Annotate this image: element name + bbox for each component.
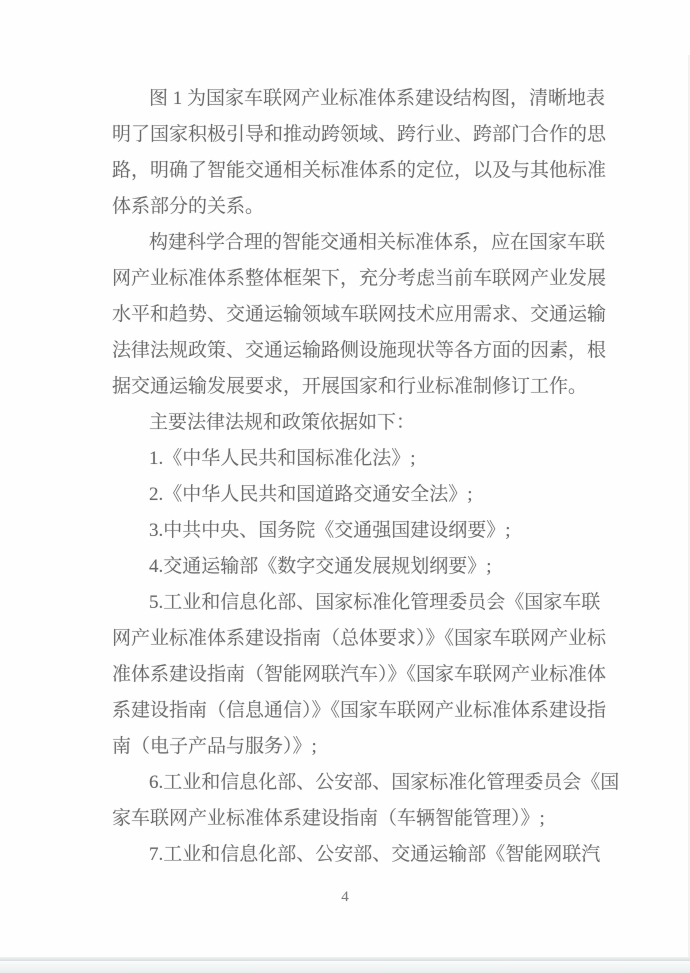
text-line: 图 1 为国家车联网产业标准体系建设结构图，清晰地表 <box>149 88 606 109</box>
text-line: 南（电子产品与服务）》; <box>112 736 317 757</box>
text-line: 体系部分的关系。 <box>112 196 265 217</box>
text-line: 据交通运输发展要求，开展国家和行业标准制修订工作。 <box>112 376 588 397</box>
body-text <box>112 81 618 873</box>
text-line: 法律法规政策、交通运输路侧设施现状等各方面的因素，根 <box>112 340 607 361</box>
text-line: 构建科学合理的智能交通相关标准体系，应在国家车联 <box>149 232 606 253</box>
text-line: 网产业标准体系建设指南（总体要求）》《国家车联网产业标 <box>112 628 607 649</box>
text-line: 2.《中华人民共和国道路交通安全法》; <box>149 484 473 505</box>
text-line: 4.交通运输部《数字交通发展规划纲要》; <box>149 556 492 577</box>
text-line: 路，明确了智能交通相关标准体系的定位，以及与其他标准 <box>112 160 607 181</box>
page-footer <box>0 886 690 908</box>
text-line: 主要法律法规和政策依据如下： <box>149 412 416 433</box>
text-line: 5.工业和信息化部、国家标准化管理委员会《国家车联 <box>149 592 601 613</box>
scan-bottom-edge-area <box>0 961 690 973</box>
text-line: 7.工业和信息化部、公安部、交通运输部《智能网联汽 <box>149 844 601 865</box>
page-number: 4 <box>341 889 349 905</box>
text-line: 准体系建设指南（智能网联汽车）》《国家车联网产业标准体 <box>112 664 607 685</box>
text-line: 明了国家积极引导和推动跨领域、跨行业、跨部门合作的思 <box>112 124 607 145</box>
text-line: 系建设指南（信息通信）》《国家车联网产业标准体系建设指 <box>112 700 607 721</box>
text-line: 6.工业和信息化部、公安部、国家标准化管理委员会《国 <box>149 772 620 793</box>
text-line: 家车联网产业标准体系建设指南（车辆智能管理）》; <box>112 808 545 829</box>
text-line: 3.中共中央、国务院《交通强国建设纲要》; <box>149 520 511 541</box>
text-line: 1.《中华人民共和国标准化法》; <box>149 448 416 469</box>
text-line: 水平和趋势、交通运输领域车联网技术应用需求、交通运输 <box>112 304 607 325</box>
text-line: 网产业标准体系整体框架下，充分考虑当前车联网产业发展 <box>112 268 607 289</box>
